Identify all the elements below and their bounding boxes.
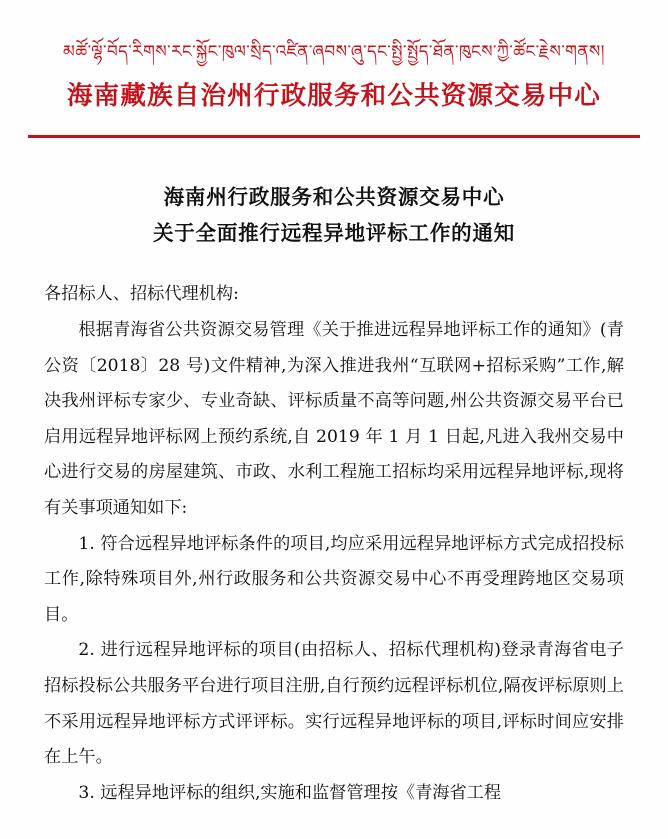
- letterhead: [0, 0, 668, 112]
- organization-name: 海南藏族自治州行政服务和公共资源交易中心: [66, 81, 601, 112]
- document-title: [0, 180, 668, 252]
- tibetan-header-text: མཚོ་ལྷོ་བོད་རིགས་རང་སྐྱོང་ཁུལ་སྲིད་འཛིན་ཞབས་ཞུ་དང་སྤྱི་སྤྱོད་ཐོན་ཁུངས་ཀྱི་ཚོང་རྗེས་གནས།: [63, 42, 605, 62]
- salutation: 各招标人、招标代理机构:: [44, 284, 239, 305]
- body-paragraph-4: 3. 远程异地评标的组织,实施和监督管理按《青海省工程: [78, 782, 502, 803]
- document-body: [44, 277, 624, 811]
- header-divider-rule: [28, 135, 640, 137]
- body-paragraph-1: 根据青海省公共资源交易管理《关于推进远程异地评标工作的通知》(青公资〔2018〕28 号)文件精神,为深入推进我州“互联网+招标采购”工作,解决我州评标专家少、专业奇缺、评标质量不高等问题,州公共资源交易平台已启用远程异地评标网上预约系统,自 2019 年 1 月 1 日起,凡进入我州交易中心进行交易的房屋建筑、市政、水利工程施工招标均采用远程异地评标,现将有关事项通知如下:: [44, 320, 624, 519]
- document-title-line-2: 关于全面推行远程异地评标工作的通知: [152, 220, 516, 245]
- document-title-line-1: 海南州行政服务和公共资源交易中心: [163, 184, 505, 209]
- body-paragraph-3: 2. 进行远程异地评标的项目(由招标人、招标代理机构)登录青海省电子招标投标公共服务平台进行项目注册,自行预约远程评标机位,隔夜评标原则上不采用远程异地评标方式评评标。实行远程异地评标的项目,评标时间应安排在上午。: [44, 640, 624, 768]
- page-bottom-spacer: [0, 812, 668, 818]
- body-paragraph-2: 1. 符合远程异地评标条件的项目,均应采用远程异地评标方式完成招投标工作,除特殊项目外,州行政服务和公共资源交易中心不再受理跨地区交易项目。: [44, 533, 624, 625]
